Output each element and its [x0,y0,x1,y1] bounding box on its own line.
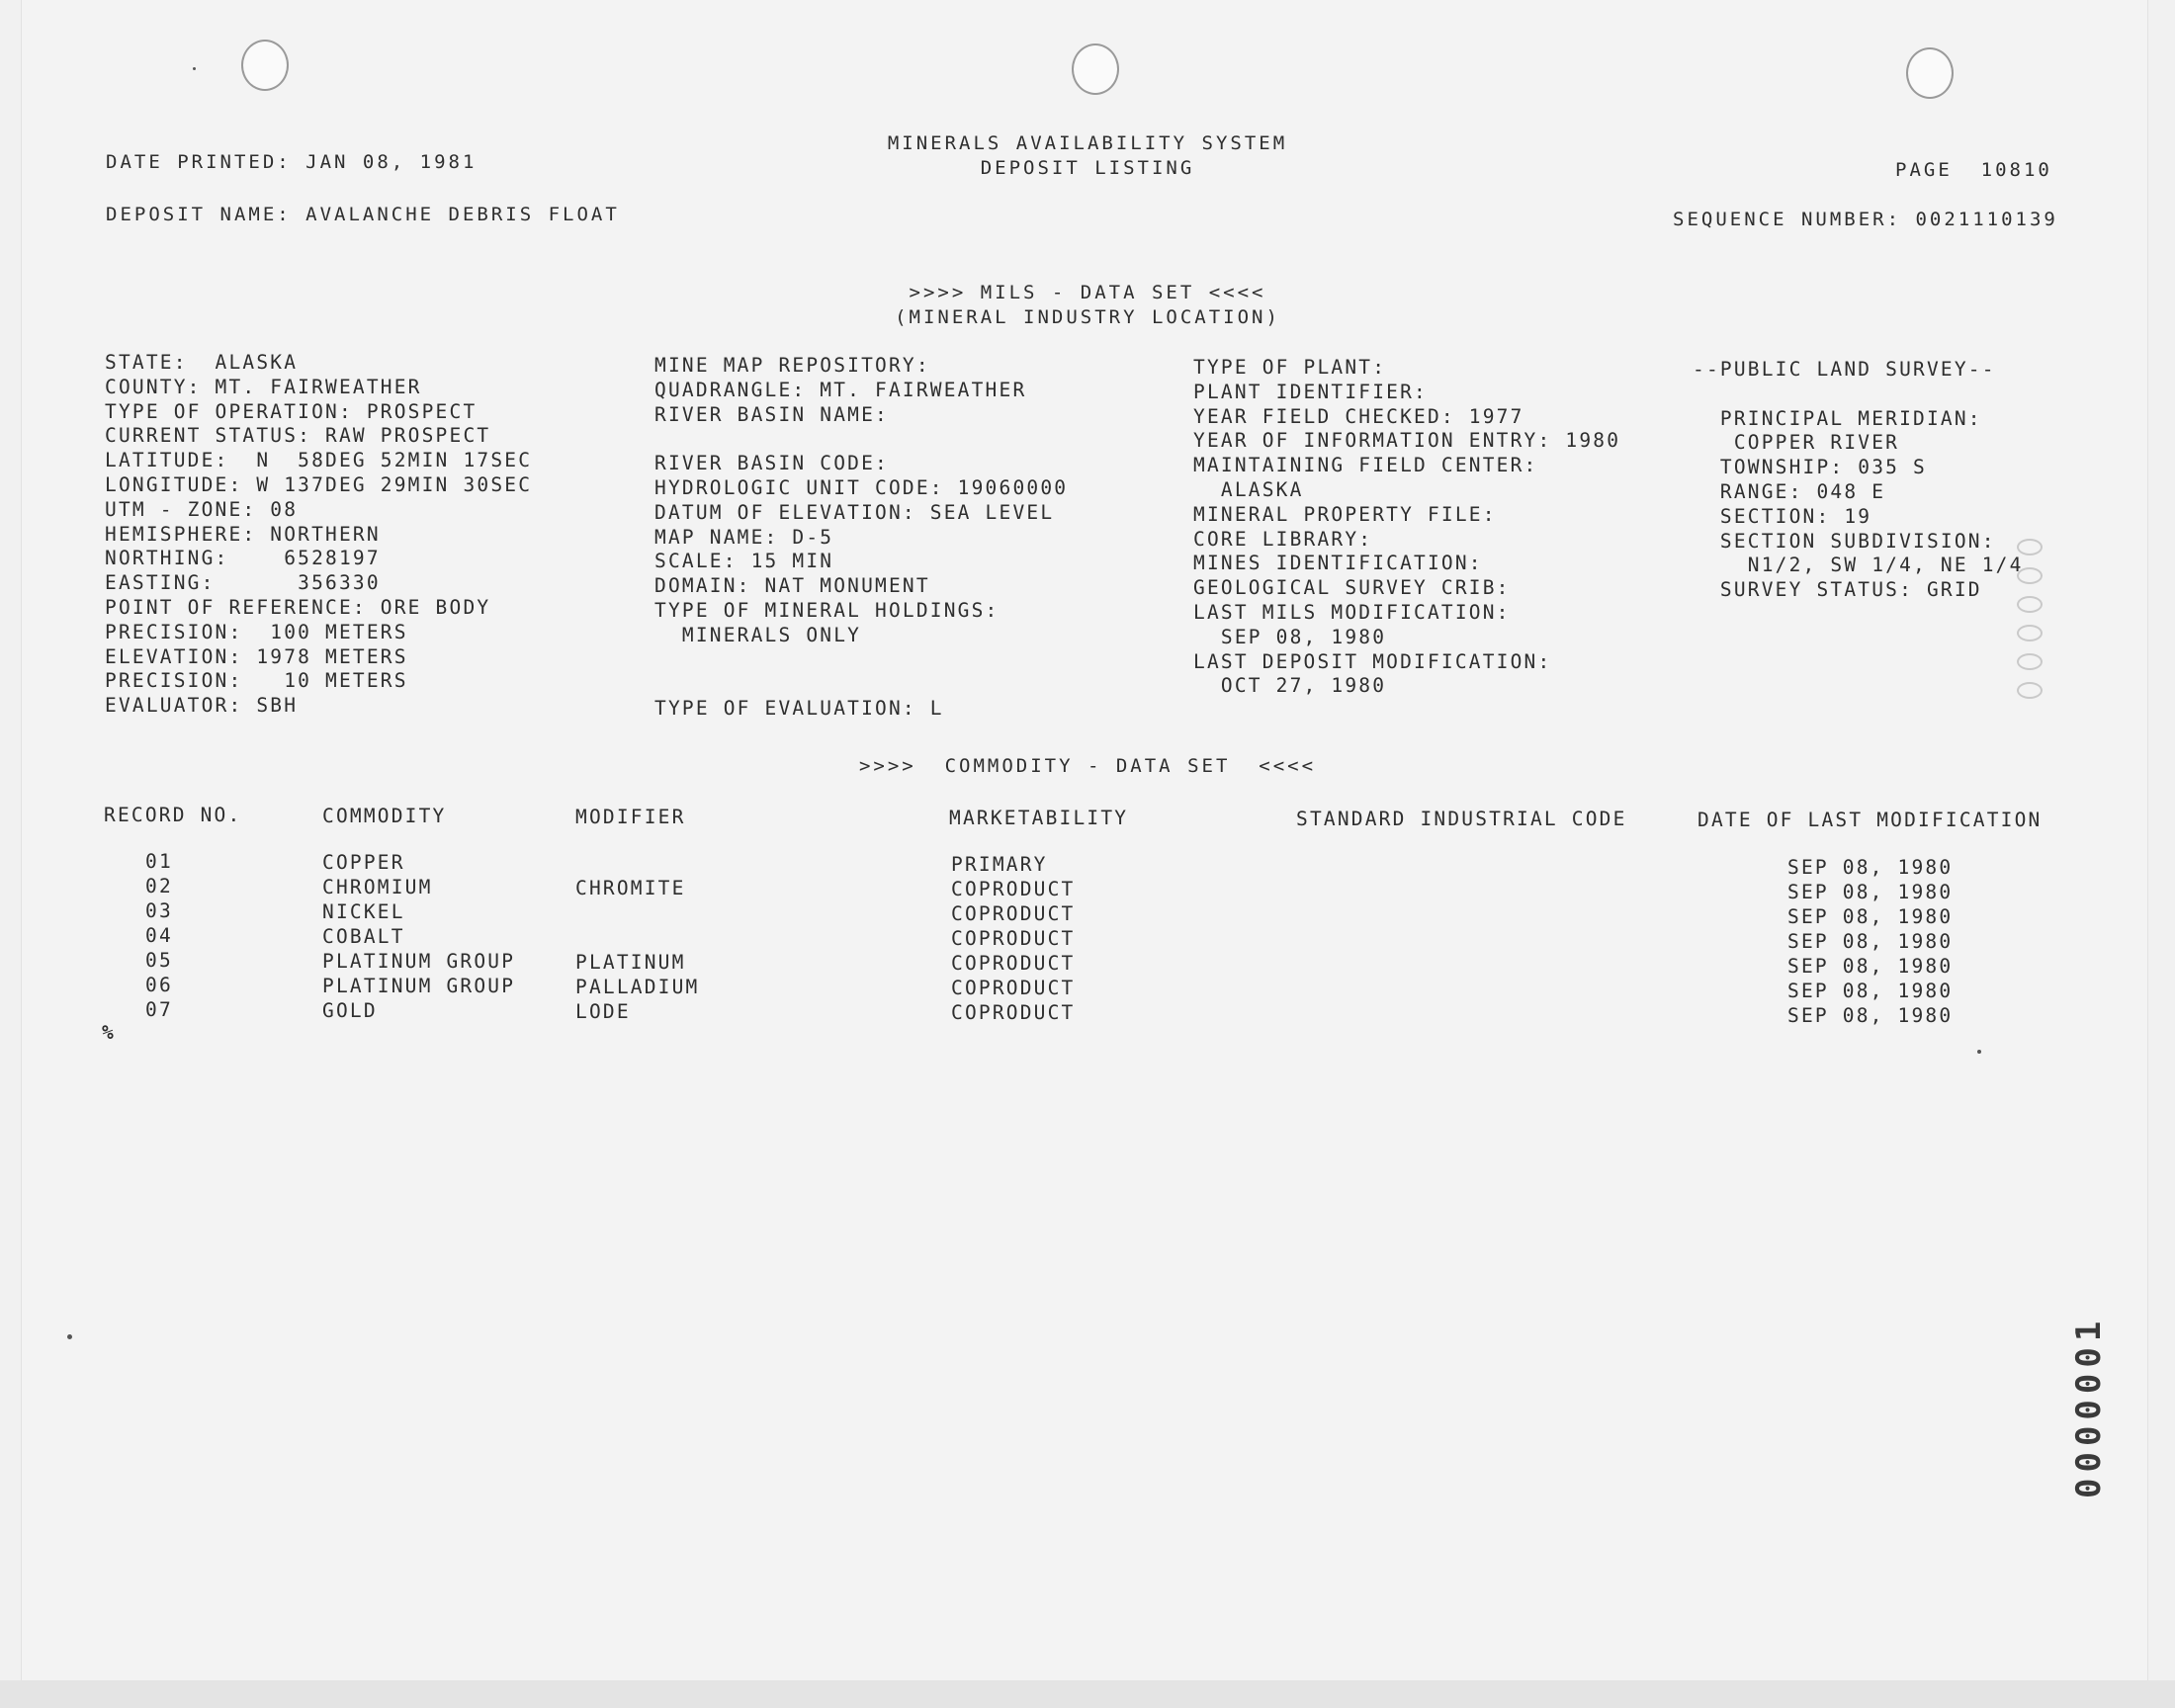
cell-commodity: CHROMIUM [322,876,433,898]
cell-marketability: COPRODUCT [951,878,1076,900]
field-line: HEMISPHERE: NORTHERN [105,522,381,546]
field-line: YEAR FIELD CHECKED: 1977 [1193,404,1524,428]
cell-modifier: LODE [575,1000,631,1023]
field-line: LATITUDE: N 58DEG 52MIN 17SEC [105,449,533,472]
field-line: MAINTAINING FIELD CENTER: [1193,454,1538,477]
cell-commodity: PLATINUM GROUP [322,975,516,997]
field-line: --PUBLIC LAND SURVEY-- [1693,358,1996,381]
field-line: MINES IDENTIFICATION: [1193,552,1483,575]
field-line [654,427,1068,452]
end-of-record-mark: % [102,1021,116,1044]
mils-subtitle: (MINERAL INDUSTRY LOCATION) [895,306,1280,328]
field-line: N1/2, SW 1/4, NE 1/4 [1693,554,2024,577]
cell-date: SEP 08, 1980 [1787,1004,1954,1027]
cell-date: SEP 08, 1980 [1787,856,1954,879]
cell-record: 04 [145,924,173,947]
cell-record: 07 [145,998,173,1021]
field-line: SECTION SUBDIVISION: [1693,529,1996,553]
field-line: PLANT IDENTIFIER: [1193,380,1428,403]
margin-mark [2017,596,2043,613]
field-line: LONGITUDE: W 137DEG 29MIN 30SEC [105,472,533,496]
field-line: CURRENT STATUS: RAW PROSPECT [105,424,491,448]
field-line: PRECISION: 10 METERS [105,669,408,693]
commodity-title: >>>> COMMODITY - DATA SET <<<< [858,755,1317,777]
field-line: QUADRANGLE: MT. FAIRWEATHER [654,378,1027,401]
field-line [654,672,1068,697]
field-line: TYPE OF MINERAL HOLDINGS: [654,598,1000,622]
field-line: DATUM OF ELEVATION: SEA LEVEL [654,500,1055,524]
cell-record: 05 [145,949,173,972]
header-sic: STANDARD INDUSTRIAL CODE [1296,808,1627,830]
field-line: RANGE: 048 E [1693,479,1886,503]
margin-mark [2017,653,2043,670]
field-line: RIVER BASIN CODE: [654,452,889,475]
field-line: GEOLOGICAL SURVEY CRIB: [1193,576,1511,600]
speck [193,67,196,70]
location-fields-col1 [105,351,532,719]
margin-mark [2017,539,2043,555]
field-line: PRECISION: 100 METERS [105,620,408,643]
field-line: OCT 27, 1980 [1193,674,1387,698]
field-line: POINT OF REFERENCE: ORE BODY [105,595,491,619]
cell-record: 03 [145,899,173,922]
punch-hole-right [1906,47,1954,99]
cell-marketability: COPRODUCT [951,902,1076,925]
speck [67,1334,72,1339]
cell-modifier: CHROMITE [575,877,686,899]
field-line: HYDROLOGIC UNIT CODE: 19060000 [654,475,1069,499]
cell-marketability: PRIMARY [951,853,1048,876]
cell-modifier: PLATINUM [575,951,686,974]
cell-record: 02 [145,875,173,897]
field-line: LAST DEPOSIT MODIFICATION: [1193,649,1552,673]
cell-date: SEP 08, 1980 [1787,955,1954,978]
speck [1977,1050,1981,1054]
header-date-last-mod: DATE OF LAST MODIFICATION [1697,809,2043,831]
header-record-no: RECORD NO. [104,804,242,826]
field-line: DOMAIN: NAT MONUMENT [654,574,930,598]
cell-commodity: COPPER [322,851,405,874]
margin-mark [2017,682,2043,699]
system-title: MINERALS AVAILABILITY SYSTEM [887,132,1288,154]
location-fields-col3 [1193,356,1620,699]
field-line: EASTING: 356330 [105,571,381,595]
cell-commodity: PLATINUM GROUP [322,950,516,973]
field-line: SURVEY STATUS: GRID [1693,578,1982,602]
cell-marketability: COPRODUCT [951,977,1076,999]
field-line: MINE MAP REPOSITORY: [654,354,930,377]
cell-date: SEP 08, 1980 [1787,980,1954,1002]
cell-date: SEP 08, 1980 [1787,905,1954,928]
cell-record: 06 [145,974,173,996]
field-line [1693,383,2024,407]
cell-commodity: COBALT [322,925,405,948]
cell-commodity: GOLD [322,999,378,1022]
cell-marketability: COPRODUCT [951,927,1076,950]
field-line: TOWNSHIP: 035 S [1693,456,1927,479]
field-line: COUNTY: MT. FAIRWEATHER [105,375,422,398]
cell-commodity: NICKEL [322,900,405,923]
deposit-name: DEPOSIT NAME: AVALANCHE DEBRIS FLOAT [106,204,620,225]
mils-title: >>>> MILS - DATA SET <<<< [909,282,1266,303]
field-line: SEP 08, 1980 [1193,625,1387,648]
cell-marketability: COPRODUCT [951,1001,1076,1024]
field-line: MINERALS ONLY [654,623,862,646]
punch-hole-center [1072,43,1119,95]
field-line: ALASKA [1193,477,1304,501]
paper-sheet [22,0,2147,1680]
field-line: SCALE: 15 MIN [654,550,834,573]
field-line: UTM - ZONE: 08 [105,497,299,521]
field-line: CORE LIBRARY: [1193,527,1373,551]
punch-hole-left [241,40,289,91]
field-line: RIVER BASIN NAME: [654,402,889,426]
field-line: STATE: ALASKA [105,351,299,374]
header-modifier: MODIFIER [575,806,686,828]
side-frame-number: 0000001 [2069,1315,2109,1498]
cell-date: SEP 08, 1980 [1787,930,1954,953]
sequence-number: SEQUENCE NUMBER: 0021110139 [1673,209,2058,230]
cell-record: 01 [145,850,173,873]
field-line: MINERAL PROPERTY FILE: [1193,502,1497,526]
location-fields-col2 [654,354,1068,722]
field-line: TYPE OF OPERATION: PROSPECT [105,399,478,423]
field-line: SECTION: 19 [1693,504,1872,528]
field-line: EVALUATOR: SBH [105,694,299,718]
date-printed: DATE PRINTED: JAN 08, 1981 [106,151,478,173]
field-line: NORTHING: 6528197 [105,547,381,570]
field-line: LAST MILS MODIFICATION: [1193,600,1511,624]
cell-modifier: PALLADIUM [575,976,700,998]
cell-marketability: COPRODUCT [951,952,1076,975]
public-land-survey [1693,358,2024,603]
header-marketability: MARKETABILITY [949,807,1129,829]
field-line: MAP NAME: D-5 [654,525,834,549]
page-number: PAGE 10810 [1895,159,2052,181]
margin-marks [2017,539,2046,736]
margin-mark [2017,625,2043,641]
field-line: YEAR OF INFORMATION ENTRY: 1980 [1193,429,1621,453]
report-subtitle: DEPOSIT LISTING [980,157,1195,179]
scan-bottom-strip [0,1680,2175,1708]
cell-date: SEP 08, 1980 [1787,881,1954,903]
field-line [654,648,1068,673]
field-line: PRINCIPAL MERIDIAN: [1693,406,1982,430]
margin-mark [2017,567,2043,584]
field-line: TYPE OF PLANT: [1193,356,1387,379]
header-commodity: COMMODITY [322,805,447,827]
field-line: ELEVATION: 1978 METERS [105,644,408,668]
field-line: COPPER RIVER [1693,431,1900,455]
field-line: TYPE OF EVALUATION: L [654,697,944,721]
